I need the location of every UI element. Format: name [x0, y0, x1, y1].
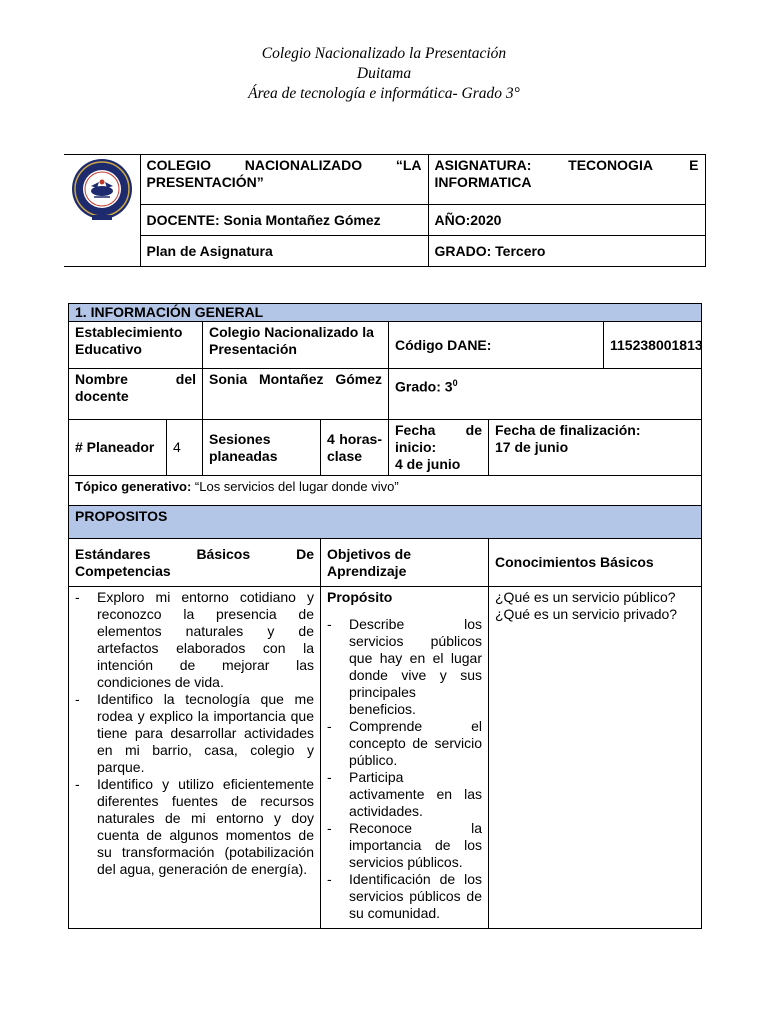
asignatura-cell: ASIGNATURA: TECONOGIA E INFORMATICA: [428, 155, 705, 205]
docente-value: Sonia Montañez Gómez: [203, 369, 389, 420]
conocimientos-cell: [489, 587, 702, 929]
document-heading: [0, 44, 768, 104]
fecha-fin-value: 17 de junio: [495, 439, 569, 455]
topico-label: Tópico generativo:: [75, 479, 192, 494]
objetivo-item: - Participa activamente en las actividades.: [327, 769, 482, 820]
sesiones-value: 4 horas-clase: [321, 420, 389, 476]
estandares-list: [75, 589, 314, 878]
header-table: [64, 154, 706, 267]
section-title: 1. INFORMACIÓN GENERAL: [69, 304, 702, 322]
plan-cell: Plan de Asignatura: [140, 236, 428, 267]
heading-city: Duitama: [356, 65, 412, 82]
docente-label: [69, 369, 203, 420]
estandar-item: - Exploro mi entorno cotidiano y reconozco la presencia de elementos naturales y de artefactos elaborados con la intención de mejorar las condiciones de vida.: [75, 589, 314, 691]
colegio-cell: COLEGIO NACIONALIZADO “LA PRESENTACIÓN”: [140, 155, 428, 205]
estandares-header-text: Estándares Básicos De Competencias: [75, 545, 314, 579]
establecimiento-label: Establecimiento Educativo: [69, 322, 203, 369]
logo-cell: [64, 155, 140, 267]
conocimiento-item: ¿Qué es un servicio privado?: [495, 606, 678, 622]
anio-cell: AÑO:2020: [428, 205, 705, 236]
grado-info: [389, 369, 702, 420]
proposito-title: Propósito: [327, 589, 393, 605]
propositos-title: PROPOSITOS: [69, 506, 702, 539]
dane-value: 115238001813: [604, 322, 702, 369]
docente-label-text: Nombre del docente: [75, 371, 196, 404]
sesiones-label: Sesiones planeadas: [203, 420, 321, 476]
grado-sup: 0: [452, 378, 458, 388]
objetivo-item: - Reconoce la importancia de los servicios públicos.: [327, 820, 482, 871]
objetivo-item: - Comprende el concepto de servicio público.: [327, 718, 482, 769]
grado-label: Grado: 3: [395, 378, 453, 395]
grado-cell: GRADO: Tercero: [428, 236, 705, 267]
objetivos-cell: [321, 587, 489, 929]
info-table: [68, 303, 702, 929]
objetivo-item: - Describe los servicios públicos que hay en el lugar donde vive y sus principales beneficios.: [327, 616, 482, 718]
estandar-item: - Identifico la tecnología que me rodea y explico la importancia que tiene para desarrollar actividades en mi barrio, casa, colegio y parque.: [75, 691, 314, 776]
heading-school: Colegio Nacionalizado la Presentación: [261, 45, 507, 62]
conocimientos-header: Conocimientos Básicos: [489, 539, 702, 587]
topico-cell: [69, 476, 702, 506]
objetivo-item: - Identificación de los servicios públicos de su comunidad.: [327, 871, 482, 922]
objetivos-list: [327, 616, 482, 922]
estandares-header: [69, 539, 321, 587]
topico-value: “Los servicios del lugar donde vivo”: [191, 479, 399, 494]
heading-area: Área de tecnología e informática- Grado 3°: [248, 85, 520, 102]
fecha-inicio-value: 4 de junio: [395, 456, 461, 472]
estandar-item: - Identifico y utilizo eficientemente diferentes fuentes de recursos naturales de mi entorno y doy cuenta de algunos momentos de su transformación (potabilización del agua, generación de energía).: [75, 776, 314, 878]
fecha-fin-label: Fecha de finalización:: [495, 422, 641, 438]
planeador-label: # Planeador: [69, 420, 167, 476]
docente-cell: DOCENTE: Sonia Montañez Gómez: [140, 205, 428, 236]
fecha-inicio-label: Fecha de inicio:: [395, 422, 482, 455]
planeador-value: 4: [167, 420, 203, 476]
conocimiento-item: ¿Qué es un servicio público?: [495, 589, 676, 605]
dane-label: Código DANE:: [389, 322, 604, 369]
establecimiento-value: Colegio Nacionalizado la Presentación: [203, 322, 389, 369]
fecha-inicio-cell: [389, 420, 489, 476]
estandares-cell: [69, 587, 321, 929]
fecha-fin-cell: [489, 420, 702, 476]
school-seal-icon: [64, 155, 140, 227]
objetivos-header: Objetivos de Aprendizaje: [321, 539, 489, 587]
